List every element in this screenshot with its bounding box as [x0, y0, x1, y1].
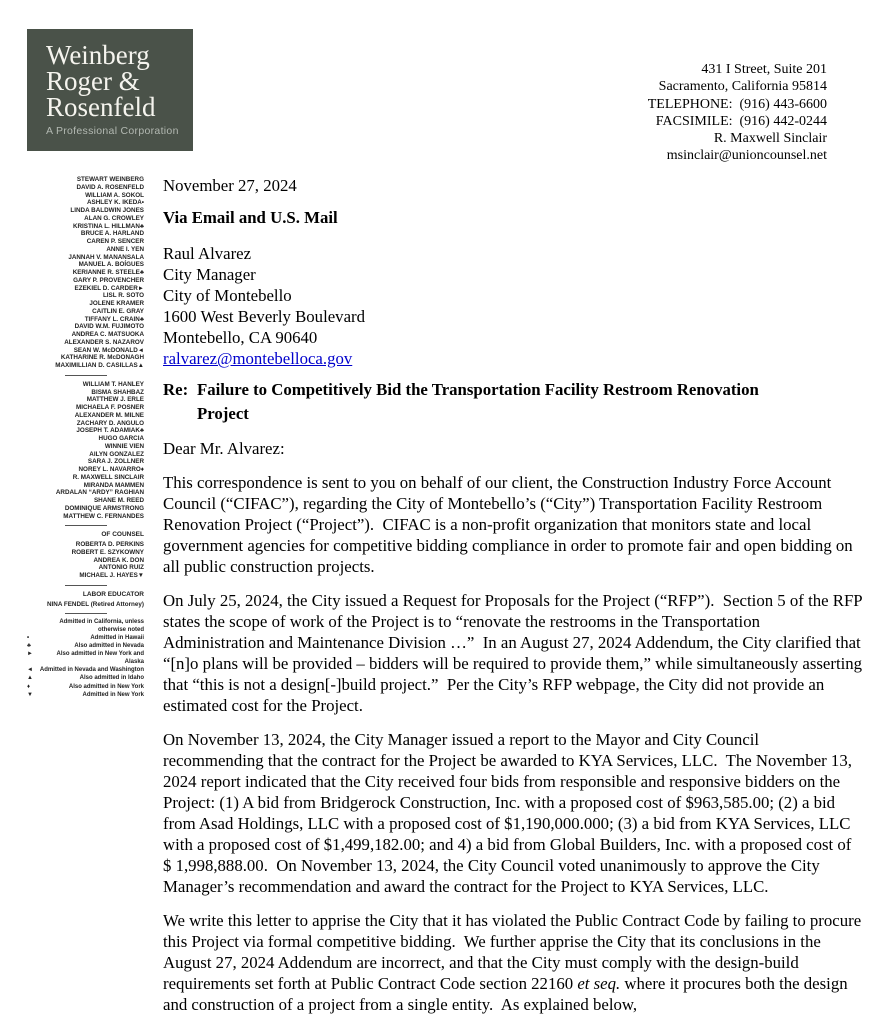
- admission-text: Admitted in Hawaii: [90, 634, 144, 641]
- contact-line: FACSIMILE: (916) 442-0244: [655, 113, 827, 129]
- admission-text: Admitted in Nevada and Washington: [39, 667, 144, 674]
- attorney-name: KATHARINE R. McDONAGH: [60, 354, 144, 362]
- re-line: [163, 378, 863, 426]
- paragraph-4: [163, 910, 866, 1015]
- recipient-line: Raul Alvarez: [163, 244, 252, 263]
- of-counsel-list: [27, 541, 144, 580]
- attorney-name: STEWART WEINBERG: [76, 176, 144, 183]
- paragraph-4-citation: et seq.: [577, 974, 621, 993]
- attorney-name: WILLIAM T. HANLEY: [82, 380, 144, 388]
- salutation: Dear Mr. Alvarez:: [163, 439, 285, 458]
- admission-text: Admitted in New York: [82, 691, 144, 698]
- attorney-name: MATTHEW J. ERLE: [86, 396, 144, 404]
- recipient-email-line: [163, 348, 863, 369]
- attorney-name: MICHAELA F. POSNER: [76, 404, 144, 411]
- admission-text: Also admitted in Idaho: [79, 675, 144, 682]
- attorney-name: SHANE M. REED: [93, 497, 144, 504]
- firm-logo-text: [27, 29, 193, 137]
- attorney-name: KERIANNE R. STEELE♣: [72, 269, 144, 276]
- attorney-name: ZACHARY D. ANGULO: [76, 419, 144, 427]
- attorney-name: CAITLIN E. GRAY: [92, 307, 144, 315]
- attorney-name: DAVID A. ROSENFELD: [76, 183, 144, 191]
- re-label: Re:: [163, 380, 189, 399]
- attorney-name: ALAN G. CROWLEY: [84, 214, 144, 222]
- attorney-name: WINNIE VIEN: [104, 442, 144, 450]
- recipient-email-link[interactable]: ralvarez@montebelloca.gov: [163, 349, 353, 368]
- attorney-name: HUGO GARCIA: [98, 435, 144, 442]
- admission-symbol: ◄: [27, 667, 33, 674]
- attorney-name: GARY P. PROVENCHER: [73, 276, 144, 284]
- admission-text: Also admitted in Nevada: [74, 643, 144, 650]
- attorney-list-group1: [27, 176, 144, 370]
- attorney-name: BRUCE A. HARLAND: [80, 230, 144, 238]
- contact-line: R. Maxwell Sinclair: [713, 131, 827, 147]
- firm-logo: [27, 29, 193, 151]
- sidebar-divider: [65, 613, 107, 614]
- attorney-name: ALEXANDER S. NAZAROV: [64, 338, 144, 346]
- attorney-name: DAVID W.M. FUJIMOTO: [74, 323, 144, 331]
- admission-key-row: [27, 675, 144, 682]
- attorney-name: AILYN GONZALEZ: [89, 450, 144, 458]
- admission-symbol: ♣: [27, 643, 31, 650]
- firm-name-line2: Roger &: [46, 66, 140, 96]
- admission-key-row: [27, 684, 144, 691]
- firm-name-line1: Weinberg: [46, 40, 150, 70]
- admissions-key: [27, 619, 144, 699]
- admission-text: Admitted in California, unless otherwise noted: [59, 619, 144, 633]
- attorney-name: ANDREA C. MATSUOKA: [71, 331, 144, 338]
- attorney-name: ANNE I. YEN: [106, 245, 144, 253]
- attorney-name: SARA J. ZOLLNER: [87, 458, 144, 466]
- admission-key-row: [27, 651, 144, 666]
- attorney-name: LISL R. SOTO: [102, 292, 144, 300]
- admission-symbol: ►: [27, 651, 33, 658]
- of-counsel-heading: OF COUNSEL: [101, 531, 144, 539]
- of-counsel-name: ANTONIO RUIZ: [98, 564, 144, 572]
- delivery-method: Via Email and U.S. Mail: [163, 208, 338, 227]
- admission-key-row: [27, 619, 144, 634]
- paragraph-3: On November 13, 2024, the City Manager issued a report to the Mayor and City Council recommending that the contract for the Project be awarded to KYA Services, LLC. The November 13, 2024 report indicated that the City received four bids from responsible and responsive bidders on the Project: (1) A bid from Bridgerock Construction, Inc. with a proposed cost of $963,585.00; (2) a bid from Asad Holdings, LLC with a proposed cost of $1,190,000.000; (3) a bid from KYA Services, LLC with a proposed cost of $1,499,182.00; and 4) a bid from Global Builders, Inc. with a proposed cost of $ 1,998,888.00. On November 13, 2024, the City Council voted unanimously to approve the City Manager’s recommendation and award the contract for the Project to KYA Services, LLC.: [163, 730, 857, 896]
- paragraph-4-text: where it procures both the design and construction of a project from a single entity. As explained below,: [163, 974, 852, 1014]
- attorney-name: R. MAXWELL SINCLAIR: [72, 473, 144, 481]
- admission-symbol: ▼: [27, 691, 33, 698]
- attorney-name: JOLENE KRAMER: [89, 300, 144, 307]
- attorney-name: NOREY L. NAVARRO♦: [78, 466, 144, 473]
- attorney-name: SEAN W. McDONALD◄: [73, 346, 144, 354]
- admission-symbol: ▲: [27, 675, 33, 682]
- admission-text: Also admitted in New York: [68, 683, 144, 690]
- of-counsel-name: MICHAEL J. HAYES▼: [79, 572, 144, 579]
- paragraph-2: On July 25, 2024, the City issued a Request for Proposals for the Project (“RFP”). Section 5 of the RFP states the scope of work of the Project is to “renovate the restrooms in the Transportation Administration and Maintenance Division …” In an August 27, 2024 Addendum, the City clarified that “[n]o plans will be provided – bidders will be required to provide them,” while simultaneously asserting that “this is not a design[-]build project.” Per the City’s RFP webpage, the City did not provide an estimated cost for the Project.: [163, 591, 867, 715]
- attorney-name: ALEXANDER M. MILNE: [74, 411, 144, 419]
- firm-name-line3: Rosenfeld: [46, 92, 156, 122]
- attorney-list-group2: [27, 381, 144, 521]
- contact-line: 431 I Street, Suite 201: [701, 62, 827, 77]
- sidebar-divider: [65, 585, 107, 586]
- attorney-name: MAXIMILLIAN D. CASILLAS▲: [55, 362, 144, 369]
- recipient-line: City Manager: [163, 265, 256, 284]
- admission-key-row: [27, 643, 144, 650]
- of-counsel-name: ROBERT E. SZYKOWNY: [71, 548, 144, 556]
- attorney-sidebar: [27, 176, 144, 700]
- recipient-address-block: [163, 243, 863, 348]
- sidebar-divider: [65, 375, 107, 376]
- attorney-name: ARDALAN “ARDY” RAGHIAN: [55, 489, 144, 497]
- labor-educator-heading: LABOR EDUCATOR: [82, 590, 144, 598]
- attorney-name: MIRANDA MAMMEN: [83, 481, 144, 489]
- admission-text: Also admitted in New York and Alaska: [56, 651, 144, 665]
- re-subject: Failure to Competitively Bid the Transportation Facility Restroom Renovation Project: [197, 380, 764, 423]
- attorney-name: JANNAH V. MANANSALA: [68, 253, 144, 261]
- recipient-line: 1600 West Beverly Boulevard: [163, 307, 366, 326]
- contact-line: Sacramento, California 95814: [658, 79, 827, 95]
- attorney-name: MATTHEW C. FERNANDES: [63, 512, 144, 520]
- attorney-name: ASHLEY K. IKEDA•: [86, 199, 144, 207]
- admission-symbol: ♦: [27, 683, 31, 690]
- sidebar-divider: [65, 525, 107, 526]
- letter-date: November 27, 2024: [163, 176, 297, 195]
- admission-key-row: [27, 692, 144, 699]
- attorney-name: JOSEPH T. ADAMIAK♣: [76, 427, 144, 435]
- attorney-name: CAREN P. SENCER: [86, 238, 144, 245]
- contact-line: msinclair@unioncounsel.net: [666, 148, 827, 164]
- contact-line: TELEPHONE: (916) 443-6600: [647, 96, 827, 112]
- admission-symbol: •: [27, 634, 30, 641]
- attorney-name: TIFFANY L. CRAIN♣: [84, 315, 144, 323]
- labor-educator-name: NINA FENDEL (Retired Attorney): [46, 600, 144, 608]
- firm-logo-subtitle: A Professional Corporation: [46, 125, 179, 137]
- recipient-line: City of Montebello: [163, 286, 292, 305]
- letterhead-contact-block: [648, 61, 827, 165]
- attorney-name: LINDA BALDWIN JONES: [70, 207, 144, 214]
- paragraph-1: This correspondence is sent to you on behalf of our client, the Construction Industry Force Account Council (“CIFAC”), regarding the City of Montebello’s (“City”) Transportation Facility Restroom Renovation Project (“Project”). CIFAC is a non-profit organization that monitors state and local government agencies for competitive bidding compliance in order to promote fair and open bidding on all public construction projects.: [163, 473, 857, 576]
- recipient-line: Montebello, CA 90640: [163, 328, 318, 347]
- attorney-name: WILLIAM A. SOKOL: [85, 191, 144, 199]
- of-counsel-name: ROBERTA D. PERKINS: [75, 541, 144, 548]
- attorney-name: MANUEL A. BOÍGUES: [78, 261, 144, 269]
- admission-key-row: [27, 667, 144, 674]
- letter-body: [163, 175, 867, 1015]
- admission-symbol: [27, 619, 39, 634]
- attorney-name: EZEKIEL D. CARDER►: [74, 284, 144, 292]
- paragraph-4-text: We write this letter to apprise the City that it has violated the Public Contract Code by failing to procure this Project via formal competitive bidding. We further apprise the City that its conclusions in the August 27, 2024 Addendum are incorrect, and that the City must comply with the design-build requirements set forth at Public Contract Code section 22160: [163, 911, 866, 993]
- attorney-name: KRISTINA L. HILLMAN♣: [72, 222, 144, 230]
- attorney-name: DOMINIQUE ARMSTRONG: [64, 504, 144, 512]
- of-counsel-name: ANDREA K. DON: [93, 556, 144, 564]
- attorney-name: BISMA SHAHBAZ: [91, 388, 144, 396]
- admission-key-row: [27, 635, 144, 642]
